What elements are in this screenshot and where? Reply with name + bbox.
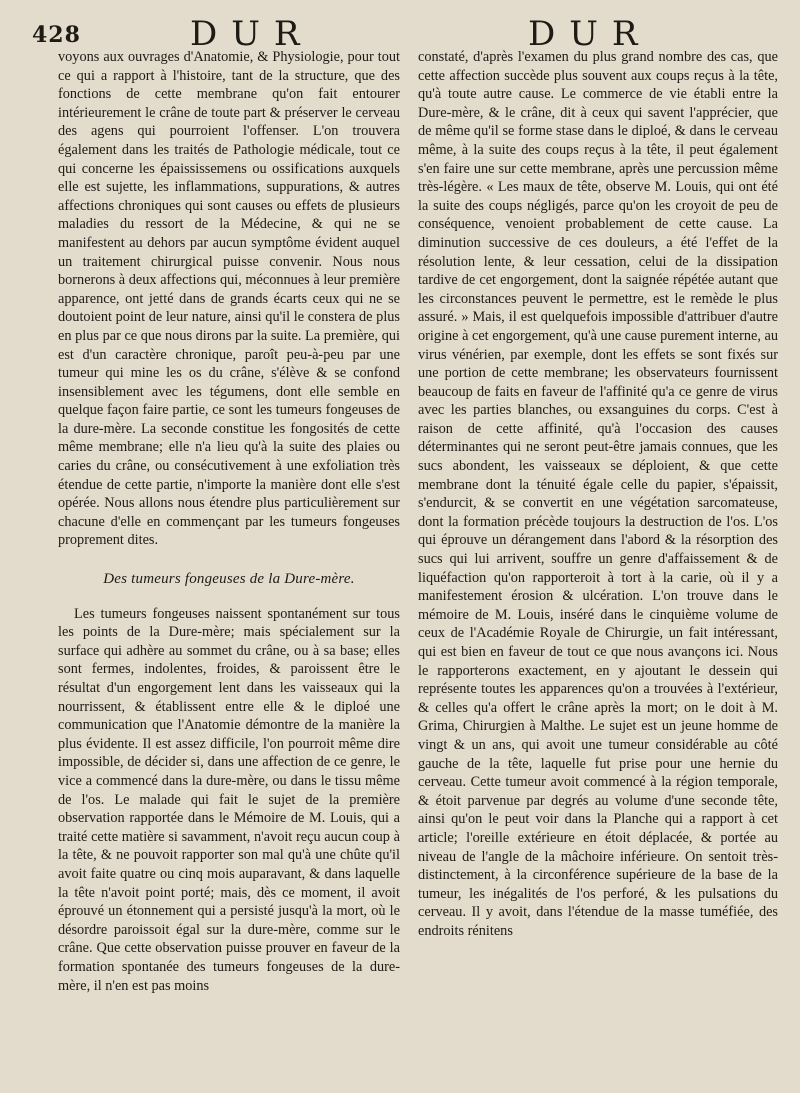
section-heading: Des tumeurs fongeuses de la Dure-mère. [103, 571, 355, 588]
running-head-right: DUR [528, 14, 652, 54]
page-header [0, 8, 800, 54]
right-column [418, 48, 778, 941]
running-head-left: DUR [190, 14, 314, 54]
left-paragraph-2: Les tumeurs fongeuses naissent spontanément sur tous les points de la Dure-mère; mais spécialement sur la surface qui adhère au sommet du crâne, ou à sa base; elles sont fermes, indolentes, froides, & paroissent être le résultat d'un engorgement lent dans les vaisseaux qui la nourrissent, & établissent entre elle & le diploé une communication que l'Anatomie démontre de la manière la plus évidente. Il est assez difficile, l'on pourroit même dire impossible, de décider si, dans une affection de ce genre, le vice a commencé dans la dure-mère, ou dans le tissu même de l'os. Le malade qui fait le sujet de la première observation rapportée dans le Mémoire de M. Louis, qui a traité cette matière si savamment, n'avoit reçu aucun coup à la tête, & ne pouvoit rapporter son mal qu'à une chûte qu'il avoit faite quatre ou cinq mois auparavant, & dans laquelle la tête n'avoit point porté; mais, dès ce moment, il avoit éprouvé un étonnement qui a persisté jusqu'à la mort, où le désordre paroissoit égal sur la dure-mère, comme sur le crâne. Que cette observation puisse prouver en faveur de la formation spontanée des tumeurs fongeuses de la dure-mère, il n'en est pas moins [58, 605, 400, 994]
left-paragraph-1: voyons aux ouvrages d'Anatomie, & Physiologie, pour tout ce qui a rapport à l'histoire, tant de la structure, que des fonctions de cette membrane qu'on fait entourer intérieurement le crâne de toute part & préserver le cerveau des agens qui pourroient l'offenser. L'on trouvera également dans les traités de Pathologie médicale, tout ce qui concerne les épaississemens ou ossifications auxquels elle est sujette, les inflammations, suppurations, & autres affections chroniques qui sont causes ou effets de plusieurs maladies du ressort de la Médecine, & qui ne se manifestent au dehors par aucun symptôme évident auquel un traitement chirurgical puisse convenir. Nous nous bornerons à deux affections qui, méconnues à leur première apparence, ont jetté dans de grands écarts ceux qui ne se doutoient point de leur nature, ainsi qu'il le constera de plus en plus par ce que nous dirons par la suite. La première, qui est d'un caractère chronique, paroît peu-à-peu par une tumeur qui mine les os du crâne, s'élève & se confond insensiblement avec les tégumens, dont elle semble en quelque façon faire partie, ce sont les tumeurs fongeuses de la dure-mère. La seconde constitue les fongosités de cette même membrane; elle n'a lieu qu'à la suite des plaies ou caries du crâne, ou consécutivement à une exfoliation très étendue de cette partie, n'importe la manière dont elle s'est opérée. Nous allons nous étendre plus particulièrement sur chacune d'elle en commençant par les tumeurs fongeuses proprement dites. [58, 49, 400, 549]
left-column [58, 48, 400, 995]
right-paragraph-1: constaté, d'après l'examen du plus grand nombre des cas, que cette affection succède plus souvent aux coups reçus à la tête, qu'à toute autre cause. Le commerce de vie établi entre la Dure-mère, & le crâne, dit à ceux qui savent l'apprécier, que de même qu'il se forme stase dans le diploé, & dans le cerveau même, à la suite des coups reçus à la tête, il peut également s'en faire une sur cette membrane, après une percussion même très-légère. « Les maux de tête, observe M. Louis, qui ont été la suite des coups négligés, parce qu'on les croyoit de peu de conséquence, venoient probablement de cette cause. La diminution successive de ces douleurs, a été l'effet de la résolution lente, & leur cessation, celui de la dissipation tardive de cet engorgement, dont la saignée répétée autant que les circonstances peuvent le permettre, est le remède le plus assuré. » Mais, il est quelquefois impossible d'attribuer d'autre origine à cet engorgement, qu'à une cause purement interne, au virus vénérien, par exemple, dont les effets se sont fixés sur une portion de cette membrane; les observateurs fournissent beaucoup de faits en faveur de l'affinité qu'a ce genre de virus avec les parties blanches, ou exsanguines du corps. C'est à raison de cette affinité, qu'à l'occasion des causes déterminantes qui ne seront peut-être jamais connues, que les sucs abondent, les vaisseaux se déploient, & que cette membrane dont la ténuité égale celle du papier, s'épaissit, s'endurcit, & se convertit en une végétation sarcomateuse, dont la formation précède toujours la destruction de l'os. L'os qui éprouve un dérangement dans l'abord & la résorption des sucs qui lui arrivent, souffre un genre d'affaissement & de liquéfaction qu'on rapporteroit à tort à la carie, où il y a manifestement érosion & ulcération. L'on trouve dans le mémoire de M. Louis, inséré dans le cinquième volume de ceux de l'Académie Royale de Chirurgie, un fait intéressant, qui est bien en faveur de tout ce que nous avançons ici. Nous le rapporterons exactement, en y ajoutant le dessein qui représente toutes les apparences qu'on a trouvées à l'extérieur, & celles qu'a offert le crâne après la mort; on le doit à M. Grima, Chirurgien à Malthe. Le sujet est un jeune homme de vingt & un ans, qui avoit une tumeur considérable au côté gauche de la tête, laquelle fut prise pour une hernie du cerveau. Cette tumeur avoit commencé à la région temporale, & étoit parvenue par degrés au volume d'une seconde tête, ainsi qu'on le peut voir dans la Planche qui a rapport à cet article; l'oreille extérieure en étoit déplacée, & portée au niveau de l'angle de la mâchoire inférieure. On sentoit très-distinctement, à la circonférence supérieure de la base de la tumeur, les inégalités de l'os perforé, & les pulsations du cerveau. Il y avoit, dans l'étendue de la masse tuméfiée, des endroits rénitens [418, 49, 778, 939]
page-number: 428 [32, 22, 81, 48]
